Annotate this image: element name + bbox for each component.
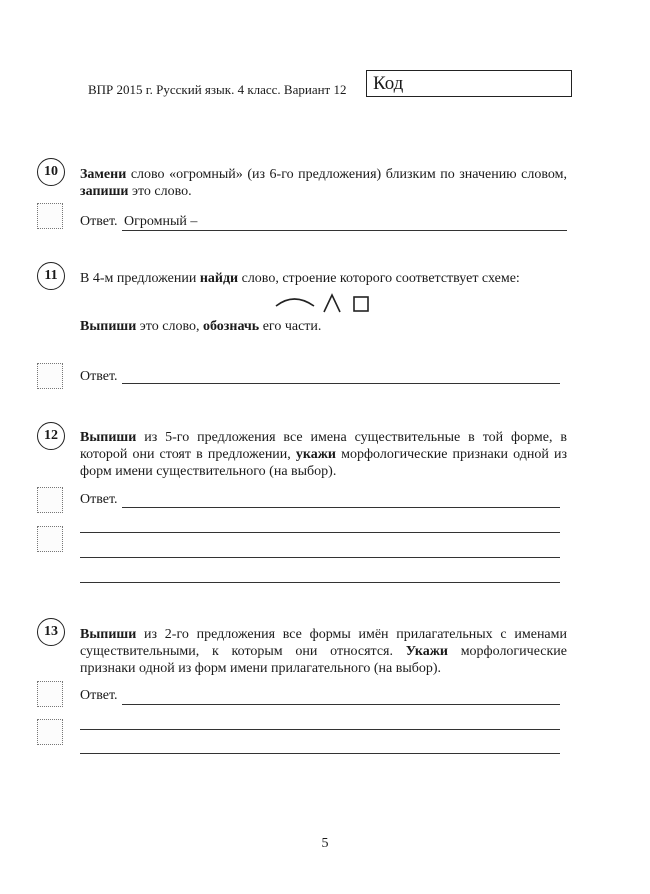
root-arc-icon [276, 299, 314, 306]
task-11-text-2: Выпиши это слово, обозначь его части. [80, 319, 322, 334]
task-12-text: Выпиши из 5-го предложения все имена существительные в той форме, в которой они стоят в предложении, укажи морфологические признаки одной из форм имени существительного (на выбор). [80, 430, 567, 479]
page-number: 5 [321, 836, 329, 851]
task-10-number: 10 [37, 158, 65, 186]
task-13-answer-label: Ответ. [80, 688, 118, 703]
task-12-answer-line-4[interactable] [80, 582, 560, 583]
task-12-answer-line-1[interactable] [122, 507, 560, 508]
task-10-answer-line[interactable] [122, 230, 567, 231]
task-11-text: В 4-м предложении найди слово, строение которого соответствует схеме: [80, 271, 520, 286]
suffix-icon [324, 295, 340, 312]
header-title: ВПР 2015 г. Русский язык. 4 класс. Вариант 12 [88, 82, 347, 97]
task-12-answer-line-3[interactable] [80, 557, 560, 558]
task-13-score-box-1[interactable] [37, 681, 63, 707]
task-12-number: 12 [37, 422, 65, 450]
word-structure-scheme [274, 292, 374, 316]
task-13-text: Выпиши из 2-го предложения все формы имён прилагательных с именами существительными, к которым они относятся. Укажи морфологические признаки одной из форм имени прилагательного (на выбор). [80, 627, 567, 676]
code-field[interactable] [366, 70, 572, 97]
task-13-answer-line-3[interactable] [80, 753, 560, 754]
task-11-answer-line[interactable] [122, 383, 560, 384]
task-12-answer-line-2[interactable] [80, 532, 560, 533]
task-13-answer-line-1[interactable] [122, 704, 560, 705]
task-11-answer-label: Ответ. [80, 369, 118, 384]
task-12-score-box-1[interactable] [37, 487, 63, 513]
task-10-text: Замени слово «огромный» (из 6-го предложения) близким по значению словом, запиши это слово. [80, 167, 567, 199]
ending-box-icon [354, 297, 368, 311]
task-12-score-box-2[interactable] [37, 526, 63, 552]
task-10-answer-value: Огромный – [124, 214, 198, 229]
task-13-answer-line-2[interactable] [80, 729, 560, 730]
task-11-score-box[interactable] [37, 363, 63, 389]
task-12-answer-label: Ответ. [80, 492, 118, 507]
code-label: Код [373, 73, 404, 94]
task-11-number: 11 [37, 262, 65, 290]
task-13-number: 13 [37, 618, 65, 646]
task-10-answer-label: Ответ. [80, 214, 118, 229]
task-10-score-box[interactable] [37, 203, 63, 229]
task-13-score-box-2[interactable] [37, 719, 63, 745]
